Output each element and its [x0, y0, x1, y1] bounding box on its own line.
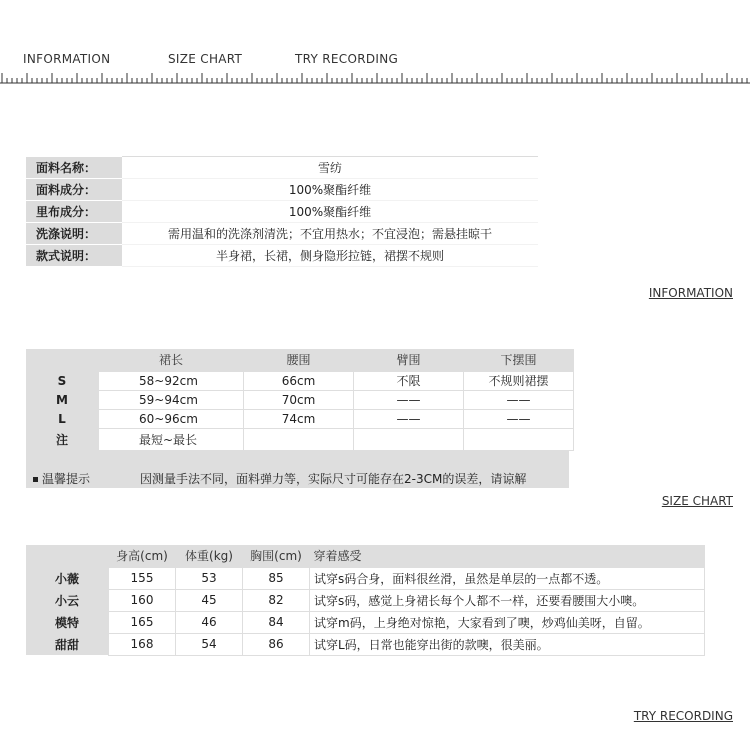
nav-size-chart[interactable]: SIZE CHART: [168, 52, 243, 66]
fabric-label: 款式说明：: [26, 245, 122, 267]
try-recording-table: [26, 545, 705, 656]
try-cell: 85: [243, 567, 310, 589]
try-row: [26, 611, 705, 633]
size-cell: ——: [464, 409, 574, 428]
try-cell: 155: [109, 567, 176, 589]
size-cell: 70cm: [244, 390, 354, 409]
try-cell: 46: [176, 611, 243, 633]
size-cell: 不规则裙摆: [464, 371, 574, 390]
ruler-divider: [0, 70, 750, 86]
try-cell: 试穿m码，上身绝对惊艳，大家看到了噢，炒鸡仙美呀，自留。: [310, 611, 705, 633]
try-row: [26, 589, 705, 611]
size-cell: 60~96cm: [99, 409, 244, 428]
size-cell: 最短~最长: [99, 428, 244, 450]
try-cell: 试穿L码，日常也能穿出街的款噢，很美丽。: [310, 633, 705, 655]
fabric-label: 面料成分：: [26, 179, 122, 201]
try-header-cell: 体重(kg): [176, 545, 243, 567]
size-cell: ——: [354, 409, 464, 428]
fabric-value: 半身裙，长裙，侧身隐形拉链，裙摆不规则: [122, 245, 538, 267]
size-chart-table: [26, 349, 574, 451]
note-text: 因测量手法不同，面料弹力等，实际尺寸可能存在2-3CM的误差，请谅解: [140, 472, 527, 486]
try-name: 小云: [26, 589, 109, 611]
try-cell: 160: [109, 589, 176, 611]
size-label: L: [26, 409, 99, 428]
nav-information[interactable]: INFORMATION: [23, 52, 111, 66]
fabric-row: [26, 201, 538, 223]
try-recording-link[interactable]: TRY RECORDING: [633, 709, 733, 723]
fabric-row: [26, 223, 538, 245]
try-header-corner: [26, 545, 109, 567]
size-row: [26, 409, 574, 428]
try-cell: 53: [176, 567, 243, 589]
fabric-value: 100%聚酯纤维: [122, 201, 538, 223]
size-header-corner: [26, 349, 99, 371]
fabric-row: [26, 179, 538, 201]
try-name: 小薇: [26, 567, 109, 589]
size-cell: 66cm: [244, 371, 354, 390]
try-row: [26, 633, 705, 655]
size-cell: 不限: [354, 371, 464, 390]
size-chart-link[interactable]: SIZE CHART: [661, 494, 733, 508]
note-label: 温馨提示: [42, 472, 91, 486]
bullet-icon: [33, 477, 38, 482]
try-cell: 试穿s码，感觉上身裙长每个人都不一样，还要看腰围大小噢。: [310, 589, 705, 611]
fabric-value: 100%聚酯纤维: [122, 179, 538, 201]
size-label: M: [26, 390, 99, 409]
try-header-cell: 身高(cm): [109, 545, 176, 567]
fabric-label: 面料名称：: [26, 157, 122, 179]
size-cell: ——: [464, 390, 574, 409]
try-header-cell: 穿着感受: [310, 545, 705, 567]
size-cell: 74cm: [244, 409, 354, 428]
size-cell: [354, 428, 464, 450]
try-cell: 54: [176, 633, 243, 655]
size-cell: ——: [354, 390, 464, 409]
nav-try-recording[interactable]: TRY RECORDING: [295, 52, 399, 66]
try-header-row: [26, 545, 705, 567]
size-header-cell: 下摆围: [464, 349, 574, 371]
try-cell: 试穿s码合身，面料很丝滑，虽然是单层的一点都不透。: [310, 567, 705, 589]
size-row: [26, 390, 574, 409]
fabric-value: 雪纺: [122, 157, 538, 179]
try-name: 模特: [26, 611, 109, 633]
try-cell: 84: [243, 611, 310, 633]
size-row: [26, 428, 574, 450]
fabric-row: [26, 157, 538, 179]
try-cell: 165: [109, 611, 176, 633]
size-cell: 58~92cm: [99, 371, 244, 390]
try-name: 甜甜: [26, 633, 109, 655]
size-header-row: [26, 349, 574, 371]
size-header-cell: 腰围: [244, 349, 354, 371]
size-header-cell: 臂围: [354, 349, 464, 371]
try-cell: 168: [109, 633, 176, 655]
try-cell: 82: [243, 589, 310, 611]
try-header-cell: 胸围(cm): [243, 545, 310, 567]
size-row: [26, 371, 574, 390]
try-cell: 86: [243, 633, 310, 655]
size-cell: [244, 428, 354, 450]
fabric-row: [26, 245, 538, 267]
try-row: [26, 567, 705, 589]
note-label-wrap: [33, 470, 90, 487]
fabric-label: 洗涤说明：: [26, 223, 122, 245]
size-label: S: [26, 371, 99, 390]
size-header-cell: 裙长: [99, 349, 244, 371]
fabric-info-table: [26, 156, 538, 267]
fabric-label: 里布成分：: [26, 201, 122, 223]
information-link[interactable]: INFORMATION: [648, 286, 733, 300]
try-cell: 45: [176, 589, 243, 611]
fabric-value: 需用温和的洗涤剂清洗；不宜用热水；不宜浸泡；需悬挂晾干: [122, 223, 538, 245]
size-cell: 59~94cm: [99, 390, 244, 409]
size-label: 注: [26, 428, 99, 450]
size-cell: [464, 428, 574, 450]
